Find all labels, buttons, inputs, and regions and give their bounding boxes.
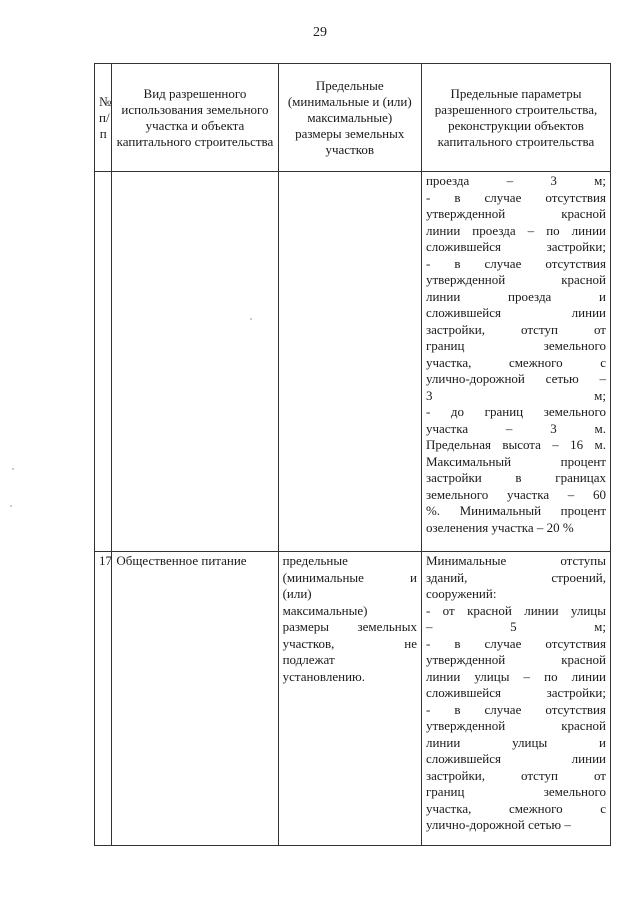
header-build-params: Предельные параметры разрешенного строительства, реконструкции объектов капитального строительства (421, 64, 610, 172)
text-line: участка – 3 м. (425, 420, 606, 436)
text-line: земельного участка – 60 (425, 486, 606, 502)
scan-speck (12, 468, 14, 470)
text-line: сложившейся застройки; (425, 239, 606, 254)
text-line: (минимальные и (282, 569, 417, 585)
plot-sizes-cell (278, 552, 421, 846)
text-line: размеры земельных (282, 619, 417, 634)
text-line: – 5 м; (425, 619, 606, 634)
text-line: застройки, отступ от (425, 321, 606, 337)
text-line: участка, смежного с (425, 800, 606, 816)
build-params-cell (421, 552, 610, 846)
text-line: улично-дорожной сетью – (425, 817, 571, 832)
text-line: утвержденной красной (425, 652, 606, 667)
text-line: сложившейся застройки; (425, 685, 606, 700)
table-row (95, 552, 611, 846)
text-line: (или) (282, 586, 312, 601)
build-params-text (426, 173, 606, 536)
text-line: участка, смежного с (425, 354, 606, 370)
text-line: зданий, строений, (425, 569, 606, 585)
text-line: утвержденной красной (425, 272, 606, 287)
text-line: максимальные) (282, 602, 368, 618)
text-line: линии улицы – по линии (425, 668, 606, 684)
scan-speck (10, 505, 12, 507)
table-row (95, 172, 611, 552)
text-line: границ земельного (425, 784, 606, 799)
text-line: установлению. (282, 668, 366, 684)
text-line: утвержденной красной (425, 206, 606, 221)
header-use-type: Вид разрешенного использования земельного участка и объекта капитального строительства (112, 64, 278, 172)
text-line: %. Минимальный процент (425, 503, 606, 518)
scan-speck (250, 318, 252, 320)
text-line: застройки, отступ от (425, 767, 606, 783)
text-line: - в случае отсутствия (425, 701, 606, 717)
text-line: границ земельного (425, 338, 606, 353)
text-line: озеленения участка – 20 % (425, 519, 574, 535)
text-line: - в случае отсутствия (425, 635, 606, 651)
plot-sizes-cell (278, 172, 421, 552)
build-params-text (426, 553, 606, 834)
text-line: сложившейся линии (425, 305, 606, 320)
text-line: предельные (282, 553, 348, 568)
header-num: № п/п (95, 64, 112, 172)
text-line: участков, не (282, 635, 417, 651)
plot-sizes-text (283, 553, 417, 685)
text-line: линии проезда и (425, 288, 606, 304)
text-line: подлежат (282, 652, 335, 667)
text-line: линии улицы и (425, 734, 606, 750)
text-line: сооружений: (425, 586, 497, 601)
regulations-table (94, 63, 611, 846)
text-line: - в случае отсутствия (425, 189, 606, 205)
use-type-cell: Общественное питание (112, 552, 278, 846)
text-line: - в случае отсутствия (425, 255, 606, 271)
text-line: сложившейся линии (425, 751, 606, 766)
text-line: улично-дорожной сетью – (425, 371, 606, 386)
text-line: проезда – 3 м; (425, 173, 606, 188)
text-line: линии проезда – по линии (425, 222, 606, 238)
text-line: Предельная высота – 16 м. (425, 437, 606, 452)
text-line: Минимальные отступы (425, 553, 606, 568)
row-num-cell: 17 (95, 552, 112, 846)
table-header-row (95, 64, 611, 172)
text-line: утвержденной красной (425, 718, 606, 733)
page-number: 29 (313, 25, 327, 40)
row-num-cell (95, 172, 112, 552)
text-line: - до границ земельного (425, 404, 606, 419)
build-params-cell (421, 172, 610, 552)
text-line: - от красной линии улицы (425, 602, 606, 618)
text-line: застройки в границах (425, 470, 606, 485)
header-plot-sizes: Предельные (минимальные и (или) максимальные) размеры земельных участков (278, 64, 421, 172)
text-line: 3 м; (425, 387, 606, 403)
use-type-cell (112, 172, 278, 552)
text-line: Максимальный процент (425, 453, 606, 469)
